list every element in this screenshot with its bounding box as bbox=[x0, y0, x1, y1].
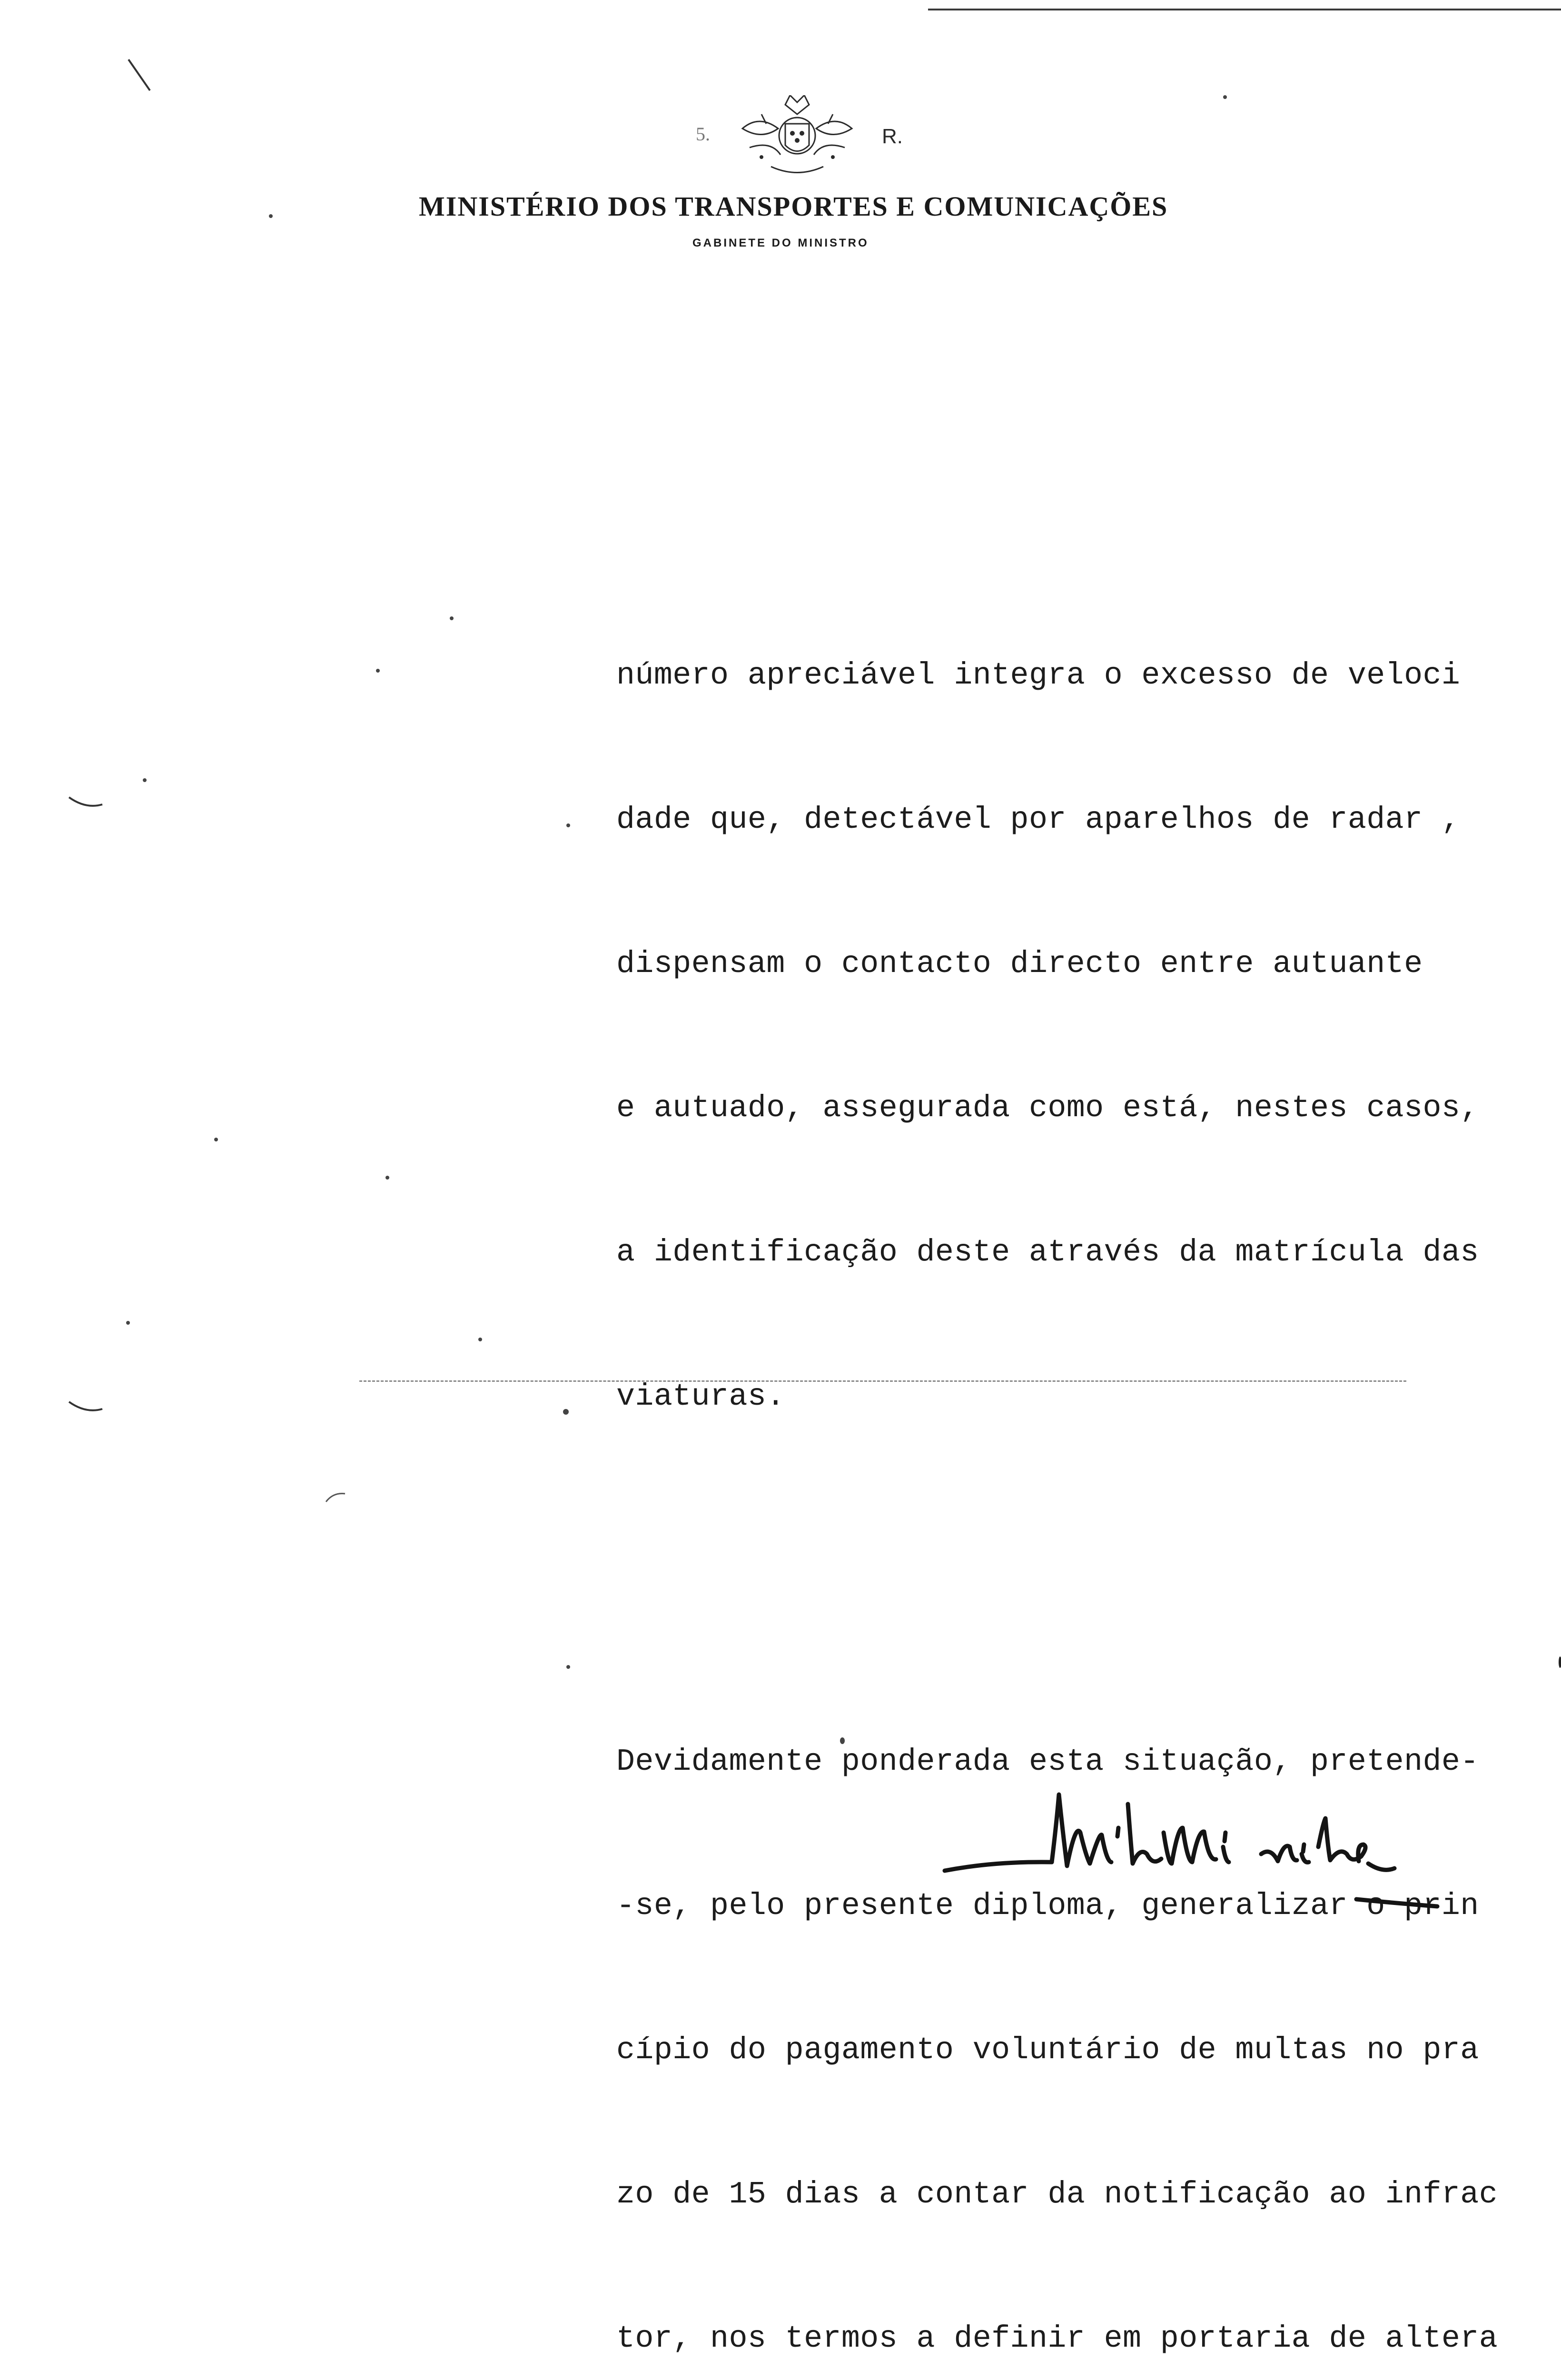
scan-speck bbox=[376, 669, 380, 673]
text-line: -se, pelo presente diploma, generalizar o prin bbox=[616, 1888, 1479, 1924]
coat-of-arms-icon bbox=[733, 95, 861, 181]
scan-speck bbox=[566, 1665, 570, 1669]
margin-curve-mark bbox=[324, 1490, 347, 1504]
paragraph-1 bbox=[616, 555, 1544, 1517]
crest-letter: R. bbox=[882, 125, 903, 148]
ministry-title: MINISTÉRIO DOS TRANSPORTES E COMUNICAÇÕES bbox=[419, 191, 1168, 222]
text-line: Devidamente ponderada esta situação, pretende- bbox=[616, 1744, 1479, 1779]
top-edge-rule bbox=[928, 9, 1561, 10]
text-line: zo de 15 dias a contar da notificação ao infrac bbox=[616, 2177, 1498, 2212]
crest-side-mark: 5. bbox=[696, 123, 710, 145]
margin-curve-mark bbox=[67, 793, 105, 812]
scan-speck bbox=[566, 823, 570, 827]
scan-speck bbox=[126, 1321, 130, 1325]
margin-slash-mark bbox=[126, 57, 155, 95]
text-line: cípio do pagamento voluntário de multas no pra bbox=[616, 2033, 1479, 2068]
margin-curve-mark bbox=[67, 1397, 105, 1416]
signature-icon bbox=[938, 1752, 1452, 1923]
text-line: dade que, detectável por aparelhos de radar , bbox=[616, 802, 1461, 837]
scan-speck bbox=[1559, 1656, 1561, 1668]
scan-speck bbox=[385, 1176, 389, 1180]
text-line: a identificação deste através da matrícula das bbox=[616, 1235, 1479, 1270]
text-line: dispensam o contacto directo entre autuante bbox=[616, 946, 1423, 982]
body-text bbox=[616, 459, 1544, 2380]
scan-speck bbox=[563, 1409, 569, 1415]
text-line: tor, nos termos a definir em portaria de altera bbox=[616, 2321, 1498, 2356]
scan-speck bbox=[840, 1737, 845, 1744]
text-line: número apreciável integra o excesso de veloci bbox=[616, 658, 1461, 693]
cabinet-subtitle: GABINETE DO MINISTRO bbox=[692, 237, 869, 249]
scan-speck bbox=[478, 1338, 482, 1341]
dashed-rule bbox=[359, 1380, 1406, 1382]
text-line: viaturas. bbox=[616, 1379, 785, 1414]
scan-speck bbox=[1223, 95, 1227, 99]
scan-speck bbox=[269, 214, 273, 218]
scan-speck bbox=[450, 616, 454, 620]
scan-speck bbox=[143, 778, 147, 782]
scan-speck bbox=[214, 1138, 218, 1141]
text-line: e autuado, assegurada como está, nestes casos, bbox=[616, 1091, 1479, 1126]
